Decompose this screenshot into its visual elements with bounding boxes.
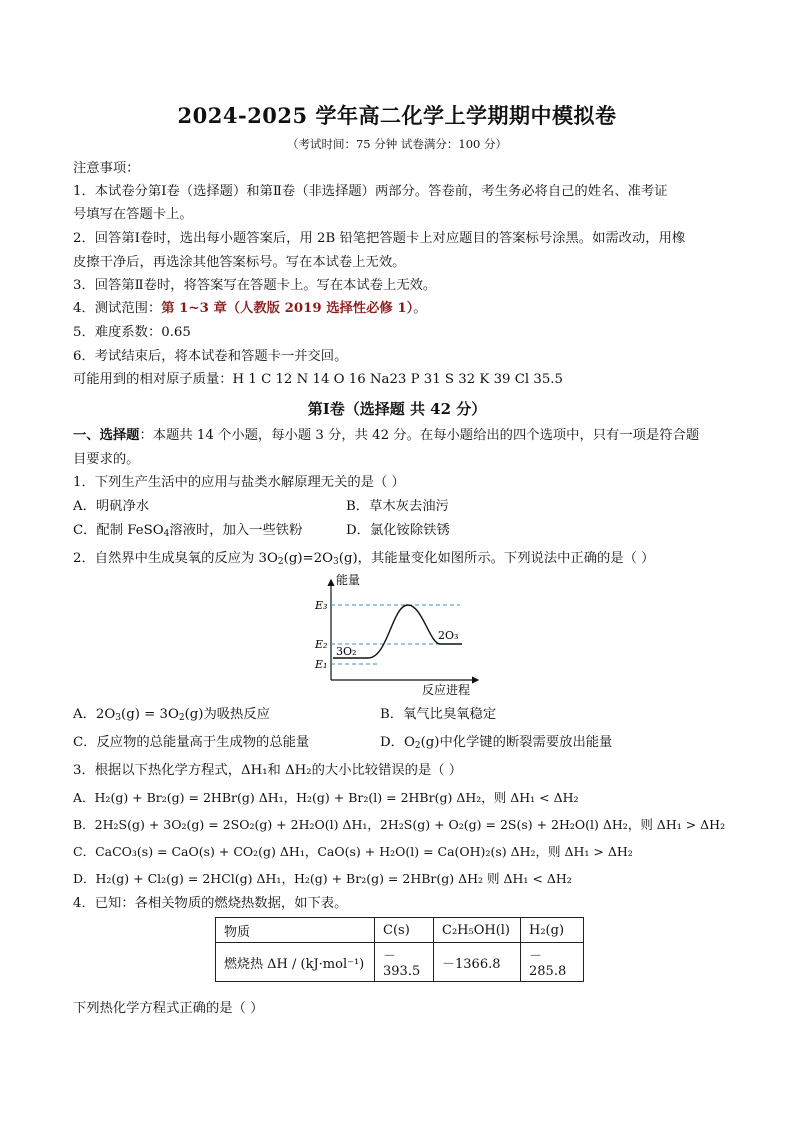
q4-after: 下列热化学方程式正确的是（ ）	[73, 1001, 264, 1016]
note-3: 3．回答第Ⅱ卷时，将答案写在答题卡上。写在本试卷上无效。	[73, 278, 437, 293]
section-intro-a	[73, 427, 733, 445]
e1-label: E₁	[315, 658, 328, 671]
note-2b: 皮擦干净后，再选涂其他答案标号。写在本试卷上无效。	[73, 255, 406, 270]
section-title: 第Ⅰ卷（选择题 共 42 分）	[307, 400, 487, 418]
atomic-masses: 可能用到的相对原子质量：H 1 C 12 N 14 O 16 Na23 P 31 S 32 K 39 Cl 35.5	[73, 372, 563, 387]
page-title: 2024-2025 学年高二化学上学期期中模拟卷	[177, 103, 617, 128]
note-1b: 号填写在答题卡上。	[73, 207, 193, 222]
q2-option-a-post: (g)为吸热反应	[184, 707, 270, 722]
e2-label: E₂	[315, 638, 328, 651]
table-cell-h2: －285.8	[521, 943, 584, 982]
q2-stem: 2．自然界中生成臭氧的反应为 $3O_2(g)=2O_3(g)$，其能量变化如图所示。下列说法中正确的是（ ）	[73, 551, 655, 567]
section-intro-b: 目要求的。	[73, 452, 140, 467]
combustion-heat-table	[215, 917, 584, 982]
note-2a: 2．回答第Ⅰ卷时，选出每小题答案后，用 2B 铅笔把答题卡上对应题目的答案标号涂黑。如需改动，用橡	[73, 231, 686, 246]
section-intro-label: 一、选择题	[73, 428, 140, 443]
note-4	[73, 300, 733, 318]
q3-option-b: B．2H₂S(g) + 3O₂(g) = 2SO₂(g) + 2H₂O(l) ΔH₁，2H₂S(g) + O₂(g) = 2S(s) + 2H₂O(l) ΔH₂，则 ΔH₁ > ΔH₂	[73, 817, 726, 832]
page-subtitle: （考试时间：75 分钟 试卷满分：100 分）	[286, 137, 508, 151]
table-header-substance: 物质	[216, 918, 375, 943]
q1-stem: 1．下列生产生活中的应用与盐类水解原理无关的是（ ）	[73, 475, 405, 490]
q2-option-d: D．$O_2(g)$中化学键的断裂需要放出能量	[380, 735, 613, 751]
note-4-scope: 第 1~3 章（人教版 2019 选择性必修 1）	[161, 301, 414, 316]
table-header-c: C(s)	[375, 918, 434, 943]
e3-label: E₃	[315, 599, 328, 612]
energy-diagram	[300, 572, 490, 697]
q2-option-a: A．$2O_3(g) = 3O_2(g)$为吸热反应	[73, 707, 270, 723]
table-header-h2: H₂(g)	[521, 918, 584, 943]
q2-option-a-mid: (g) = 3O	[121, 707, 179, 722]
table-cell-c: －393.5	[375, 943, 434, 982]
note-6: 6．考试结束后，将本试卷和答题卡一并交回。	[73, 349, 348, 364]
q2-stem-post: (g)，其能量变化如图所示。下列说法中正确的是（ ）	[338, 551, 655, 566]
q1-option-b: B．草木灰去油污	[346, 499, 449, 514]
q2-stem-pre: 2．自然界中生成臭氧的反应为 3O	[73, 551, 278, 566]
q3-stem: 3．根据以下热化学方程式，ΔH₁和 ΔH₂的大小比较错误的是（ ）	[73, 763, 463, 778]
q1-option-c-pre: C．配制 FeSO	[73, 523, 164, 538]
notes-heading: 注意事项：	[73, 161, 140, 176]
table-row-label: 燃烧热 ΔH / (kJ·mol⁻¹)	[216, 943, 375, 982]
table-row	[216, 943, 584, 982]
q1-option-d: D．氯化铵除铁锈	[346, 523, 450, 538]
product-label: 2O₃	[438, 629, 459, 642]
q2-option-d-post: (g)中化学键的断裂需要放出能量	[420, 735, 613, 750]
q2-option-c: C．反应物的总能量高于生成物的总能量	[73, 735, 310, 750]
q3-option-d: D．H₂(g) + Cl₂(g) = 2HCl(g) ΔH₁，H₂(g) + Br₂(g) = 2HBr(g) ΔH₂ 则 ΔH₁ < ΔH₂	[73, 871, 572, 886]
table-header-ethanol: C₂H₅OH(l)	[434, 918, 521, 943]
table-row	[216, 918, 584, 943]
y-axis-label: 能量	[336, 573, 361, 587]
reactant-label: 3O₂	[336, 645, 357, 658]
q3-option-c: C．CaCO₃(s) = CaO(s) + CO₂(g) ΔH₁，CaO(s) + H₂O(l) = Ca(OH)₂(s) ΔH₂，则 ΔH₁ > ΔH₂	[73, 844, 633, 859]
note-5: 5．难度系数：0.65	[73, 325, 191, 340]
q1-option-c: C．配制 FeSO$_4$溶液时，加入一些铁粉	[73, 523, 303, 539]
q2-stem-mid: (g)=2O	[283, 551, 334, 566]
note-1a: 1．本试卷分第Ⅰ卷（选择题）和第Ⅱ卷（非选择题）两部分。答卷前，考生务必将自己的姓名、准考证	[73, 184, 668, 199]
q2-option-d-pre: D．O	[380, 735, 415, 750]
section-intro-text: ：本题共 14 个小题，每小题 3 分，共 42 分。在每小题给出的四个选项中，只有一项是符合题	[139, 428, 700, 443]
note-4-suffix: 。	[413, 301, 427, 316]
q1-option-a: A．明矾净水	[73, 499, 150, 514]
note-4-prefix: 4．测试范围：	[73, 301, 162, 316]
table-cell-ethanol: －1366.8	[434, 943, 521, 982]
q3-option-a: A．H₂(g) + Br₂(g) = 2HBr(g) ΔH₁，H₂(g) + Br₂(l) = 2HBr(g) ΔH₂，则 ΔH₁ < ΔH₂	[73, 790, 579, 805]
q1-option-c-post: 溶液时，加入一些铁粉	[169, 523, 303, 538]
x-axis-label: 反应进程	[422, 683, 471, 697]
q2-option-b: B．氧气比臭氧稳定	[380, 707, 497, 722]
q4-stem: 4．已知：各相关物质的燃烧热数据，如下表。	[73, 896, 348, 911]
q2-option-a-pre: A．2O	[73, 707, 116, 722]
